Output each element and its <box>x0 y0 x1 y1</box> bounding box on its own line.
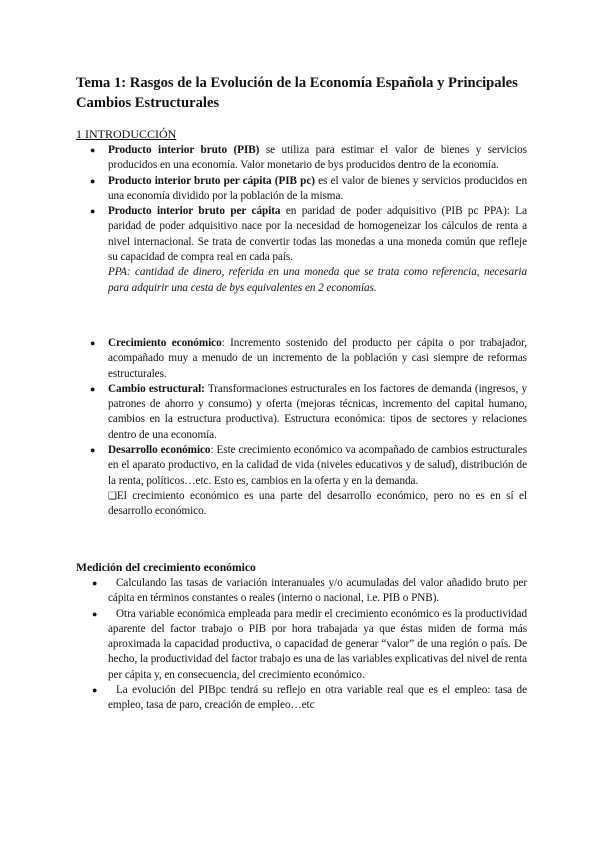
sub-note <box>108 489 527 520</box>
term-label: Crecimiento económico <box>108 337 222 349</box>
intro-heading: 1 INTRODUCCIÓN <box>76 127 177 141</box>
definition-text: : Incremento sostenido del producto per cápita o por trabajador, acompañado muy a menudo de un incremento de la población y casi siempre de reformas estructurales. <box>108 337 527 380</box>
bullet-text <box>108 174 527 205</box>
sub-note-text: El crecimiento económico es una parte del desarrollo económico, pero no es en sí el desarrollo económico. <box>108 489 527 518</box>
bullet-text <box>108 683 527 714</box>
bullet-text <box>108 382 527 443</box>
bullet-icon: ● <box>90 175 96 186</box>
measure-text: Calculando las tasas de variación interanuales y/o acumuladas del valor añadido bruto per cápita en términos constantes o reales (interno o nacional, i.e. PIB o PNB). <box>108 577 527 605</box>
definition-text: se utiliza para estimar el valor de bienes y servicios producidos en una economía. Valor monetario de bys producidos dentro de la economía. <box>108 144 527 172</box>
list-item <box>0 443 600 519</box>
measure-text: La evolución del PIBpc tendrá su reflejo en otra variable real que es el empleo: tasa de empleo, tasa de paro, creación de empleo…etc <box>108 684 527 712</box>
term-label: Producto interior bruto per cápita <box>108 205 281 218</box>
list-item <box>0 336 600 382</box>
ppa-note: PPA: cantidad de dinero, referida en una moneda que se trata como referencia, necesaria para adquirir una cesta de bys equivalentes en 2 economías. <box>108 266 527 294</box>
definition-text: : Este crecimiento económico va acompañado de cambios estructurales en el aparato productivo, en la calidad de vida (niveles educativos y de salud), distribución de la renta, políticos…etc. Esto es, cambios en la oferta y en la demanda. <box>108 444 528 487</box>
measure-text: Otra variable económica empleada para medir el crecimiento económico es la productividad aparente del factor trabajo o PIB por hora trabajada ya que éstas miden de forma más aproximada la capacidad productiva, o capacidad de generar “valor” de una región o país. De hecho, la productividad del factor trabajo es una de las variables explicativas del nivel de renta per cápita y, en consecuencia, del crecimiento económico. <box>108 607 527 681</box>
definitions-list <box>0 143 600 296</box>
bullet-text <box>108 204 527 296</box>
list-item <box>0 382 600 443</box>
definition-text: en paridad de poder adquisitivo (PIB pc PPA): La paridad de poder adquisitivo nace por la necesidad de homogeneizar los cálculos de renta a nivel internacional. Se trata de convertir todas las monedas a una moneda común que refleje su capacidad de compra real en cada país. <box>108 205 527 264</box>
definition-text: Transformaciones estructurales en los factores de demanda (ingresos, y patrones de ahorro y consumo) y oferta (mejoras técnicas, incremento del capital humano, cambios en la estructura productiva). Estructura económica: tipos de sectores y relaciones dentro de una economía. <box>108 382 527 441</box>
medicion-list <box>0 576 600 714</box>
bullet-icon: ● <box>90 338 96 348</box>
concepts-list <box>0 336 600 520</box>
bullet-icon: ● <box>92 685 98 696</box>
bullet-icon: ● <box>90 145 96 155</box>
term-label: Producto interior bruto per cápita (PIB pc) <box>108 174 315 187</box>
bullet-text <box>108 576 527 607</box>
bullet-icon: ● <box>92 578 98 588</box>
term-label: Producto interior bruto (PIB) <box>108 144 260 156</box>
bullet-icon: ● <box>90 445 96 456</box>
bullet-icon: ● <box>90 383 96 394</box>
bullet-text <box>108 607 527 683</box>
bullet-text <box>108 443 527 519</box>
term-label: Cambio estructural: <box>108 382 205 395</box>
bullet-icon: ● <box>92 608 98 619</box>
bullet-icon: ● <box>90 206 96 217</box>
list-item <box>0 174 600 205</box>
bullet-text <box>108 336 527 382</box>
term-label: Desarrollo económico <box>108 444 211 457</box>
medicion-heading: Medición del crecimiento económico <box>76 561 256 574</box>
list-item <box>0 143 600 174</box>
bullet-text <box>108 143 527 174</box>
list-item <box>0 576 600 607</box>
list-item <box>0 204 600 296</box>
checkbox-icon: ❑ <box>108 490 117 502</box>
document-title: Tema 1: Rasgos de la Evolución de la Economía Española y Principales Cambios Estructurales <box>76 75 518 111</box>
definition-text: es el valor de bienes y servicios producidos en una economía dividido por la población de la misma. <box>108 174 527 202</box>
list-item <box>0 607 600 683</box>
list-item <box>0 683 600 714</box>
